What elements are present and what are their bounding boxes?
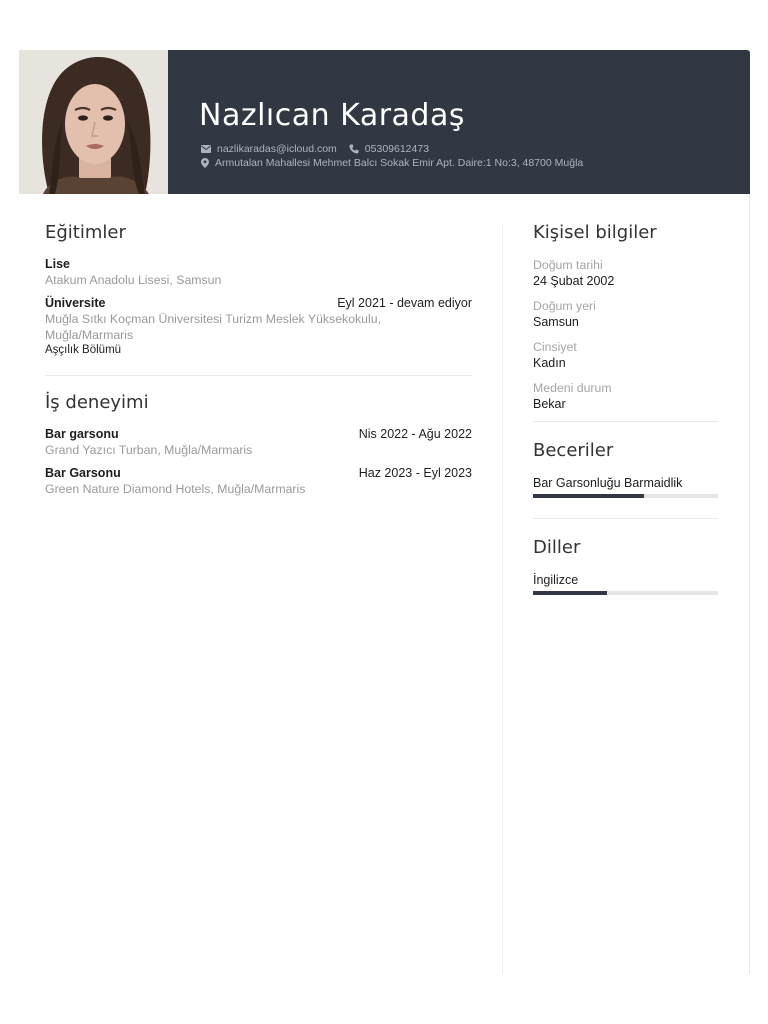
section-divider xyxy=(533,421,718,422)
column-divider xyxy=(502,224,503,974)
email-contact[interactable] xyxy=(201,143,337,155)
candidate-name: Nazlıcan Karadaş xyxy=(199,98,465,133)
entry-date: Haz 2023 - Eyl 2023 xyxy=(358,466,472,480)
experience-entry xyxy=(45,466,472,497)
address-contact xyxy=(201,157,583,169)
field-label: Medeni durum xyxy=(533,381,612,395)
contact-line-1 xyxy=(201,143,441,155)
profile-photo xyxy=(19,50,168,194)
personal-field xyxy=(533,339,718,371)
skills-title: Beceriler xyxy=(533,440,614,461)
phone-icon xyxy=(349,144,359,154)
section-divider xyxy=(45,375,472,376)
experience-title: İş deneyimi xyxy=(45,392,149,413)
section-divider xyxy=(533,518,718,519)
cv-header xyxy=(19,50,750,194)
field-label: Doğum tarihi xyxy=(533,258,603,272)
education-entry xyxy=(45,257,472,288)
education-section xyxy=(45,222,472,375)
entry-title: Bar Garsonu xyxy=(45,466,121,480)
language-level-fill xyxy=(533,591,607,595)
entry-department: Aşçılık Bölümü xyxy=(45,344,122,356)
entry-title: Lise xyxy=(45,257,71,271)
field-value: Samsun xyxy=(533,315,579,329)
entry-institution: Muğla Sıtkı Koçman Üniversitesi Turizm Meslek Yüksekokulu, Muğla/Marmaris xyxy=(45,312,382,342)
address-text: Armutalan Mahallesi Mehmet Balcı Sokak Emir Apt. Daire:1 No:3, 48700 Muğla xyxy=(215,157,584,169)
phone-text: 05309612473 xyxy=(364,143,430,155)
skills-section xyxy=(533,440,718,498)
phone-contact[interactable] xyxy=(349,143,429,155)
field-label: Doğum yeri xyxy=(533,299,596,313)
language-level-bar xyxy=(533,591,718,595)
entry-date: Nis 2022 - Ağu 2022 xyxy=(358,427,472,441)
experience-entry xyxy=(45,427,472,458)
entry-institution: Atakum Anadolu Lisesi, Samsun xyxy=(45,273,222,287)
envelope-icon xyxy=(201,145,211,153)
experience-section xyxy=(45,392,472,497)
entry-title: Bar garsonu xyxy=(45,427,119,441)
email-text: nazlikaradas@icloud.com xyxy=(217,143,337,155)
personal-field xyxy=(533,298,718,330)
side-column xyxy=(533,222,718,595)
contact-line-2 xyxy=(201,157,595,169)
education-entry xyxy=(45,296,472,358)
field-value: 24 Şubat 2002 xyxy=(533,274,615,288)
skill-level-bar xyxy=(533,494,718,498)
personal-title: Kişisel bilgiler xyxy=(533,222,657,243)
entry-title: Üniversite xyxy=(45,296,106,310)
language-label: İngilizce xyxy=(533,573,579,587)
skill-label: Bar Garsonluğu Barmaidlik xyxy=(533,476,683,490)
field-value: Bekar xyxy=(533,397,566,411)
cv-page xyxy=(19,50,750,974)
education-title: Eğitimler xyxy=(45,222,126,243)
languages-section xyxy=(533,537,718,595)
entry-company: Green Nature Diamond Hotels, Muğla/Marmaris xyxy=(45,482,306,496)
map-pin-icon xyxy=(201,158,209,168)
skill-level-fill xyxy=(533,494,644,498)
entry-company: Grand Yazıcı Turban, Muğla/Marmaris xyxy=(45,443,253,457)
field-value: Kadın xyxy=(533,356,566,370)
entry-date: Eyl 2021 - devam ediyor xyxy=(337,296,472,310)
main-column xyxy=(45,222,472,505)
personal-field xyxy=(533,380,718,412)
personal-field xyxy=(533,257,718,289)
personal-section xyxy=(533,222,718,412)
languages-title: Diller xyxy=(533,537,581,558)
field-label: Cinsiyet xyxy=(533,340,577,354)
